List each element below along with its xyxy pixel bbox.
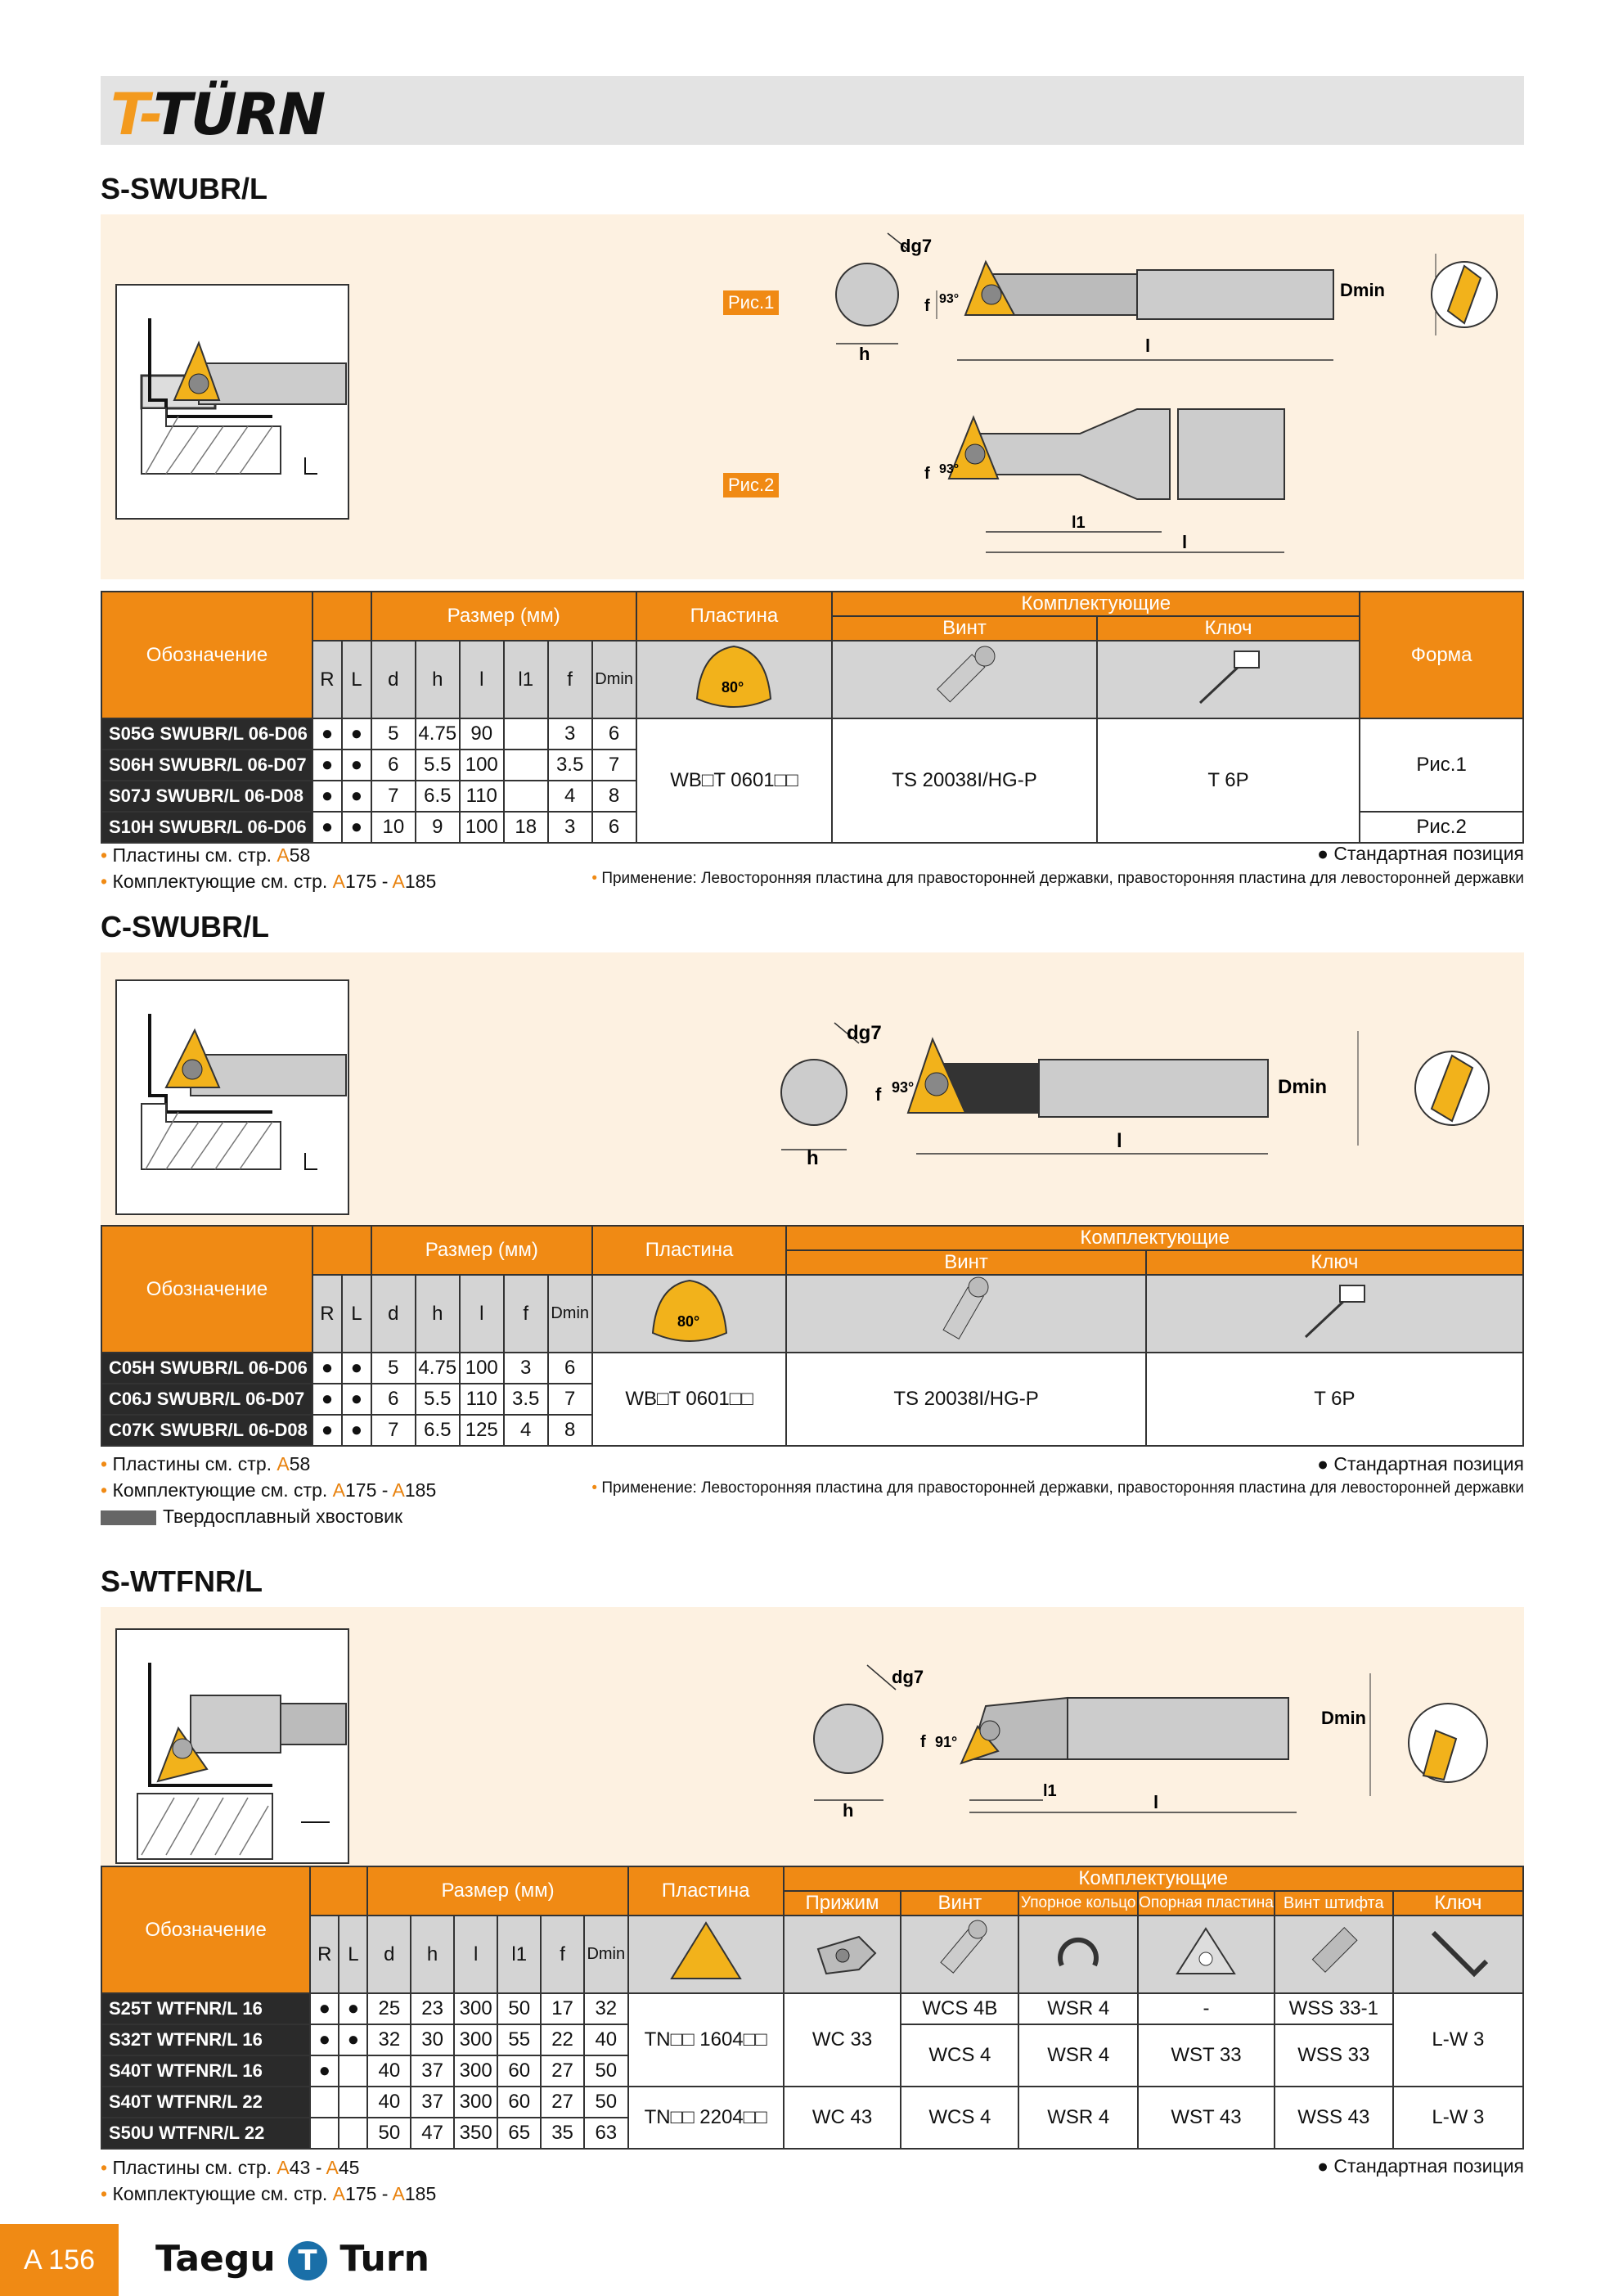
screw-code: TS 20038I/HG-P: [786, 1353, 1145, 1446]
table-row-code: S40T WTFNR/L 22: [101, 2087, 310, 2118]
svg-text:h: h: [807, 1147, 819, 1169]
table-row-code: C06J SWUBR/L 06-D07: [101, 1384, 312, 1415]
svg-text:h: h: [843, 1800, 854, 1821]
section-title-c-swubr: C-SWUBR/L: [101, 910, 269, 943]
carbide-shank-legend: Твердосплавный хвостовик: [101, 1506, 402, 1528]
svg-text:h: h: [859, 344, 870, 364]
company-logo: Taegu T Turn: [155, 2238, 429, 2280]
ring-code-b: WSR 4: [1018, 2024, 1138, 2087]
svg-text:l: l: [1117, 1130, 1122, 1152]
svg-text:93°: 93°: [892, 1079, 915, 1096]
cell: ●: [312, 1384, 342, 1415]
cell: 6: [371, 750, 416, 781]
cell: 110: [460, 781, 504, 812]
note-accessories-s3: • Комплектующие см. стр. A175 - A185: [101, 2183, 437, 2204]
shim-code-g2: WST 43: [1138, 2087, 1275, 2149]
cell: 3: [548, 718, 592, 750]
cell: 27: [541, 2055, 584, 2087]
shim-icon-cell: [1138, 1916, 1275, 1993]
key-code-g2: L-W 3: [1393, 2087, 1523, 2149]
cell: 27: [541, 2087, 584, 2118]
cell: 5: [371, 718, 416, 750]
cell: ●: [342, 718, 371, 750]
col-d: d: [367, 1916, 411, 1993]
cell: [504, 750, 548, 781]
spec-table-s1: [101, 591, 1524, 844]
application-note-s2: • Применение: Левосторонняя пластина для правосторонней державки, правосторонняя пластина для левосторонней державки: [591, 1479, 1524, 1497]
screw-code-a: WCS 4B: [901, 1993, 1018, 2024]
cell: 32: [367, 2024, 411, 2055]
cell: ●: [310, 2055, 339, 2087]
cell: 9: [416, 812, 460, 843]
cell: 8: [548, 1415, 592, 1446]
table-row-code: C05H SWUBR/L 06-D06: [101, 1353, 312, 1384]
col-R: R: [312, 1275, 342, 1353]
screw-code-b: WCS 4: [901, 2024, 1018, 2087]
col-screw: Винт: [786, 1250, 1145, 1275]
svg-text:93°: 93°: [939, 292, 960, 306]
cell: 63: [584, 2118, 628, 2149]
insert-code: WB□T 0601□□: [592, 1353, 787, 1446]
cell: 3: [504, 1353, 548, 1384]
key-code-g1: L-W 3: [1393, 1993, 1523, 2087]
col-designation: Обозначение: [101, 1866, 310, 1993]
technical-drawing-fig2: [916, 401, 1374, 565]
cell: ●: [342, 750, 371, 781]
cell: 3: [548, 812, 592, 843]
cell: 47: [411, 2118, 454, 2149]
insert-icon-cell: [628, 1916, 784, 1993]
cell: 60: [497, 2087, 541, 2118]
col-h: h: [411, 1916, 454, 1993]
svg-text:l: l: [1153, 1792, 1159, 1812]
insert-icon-cell: [592, 1275, 787, 1353]
cell: ●: [310, 1993, 339, 2024]
col-f: f: [541, 1916, 584, 1993]
col-accessories: Комплектующие: [784, 1866, 1523, 1891]
svg-text:f: f: [920, 1733, 926, 1751]
svg-text:Dmin: Dmin: [1321, 1708, 1366, 1728]
svg-text:f: f: [924, 465, 930, 483]
cell: ●: [342, 812, 371, 843]
key-icon-cell: [1146, 1275, 1523, 1353]
cell: 100: [460, 1353, 504, 1384]
ring-code-a: WSR 4: [1018, 1993, 1138, 2024]
ring-icon-cell: [1018, 1916, 1138, 1993]
col-size: Размер (мм): [367, 1866, 627, 1916]
cell: ●: [312, 1353, 342, 1384]
hex-key-icon: [1417, 1916, 1499, 1987]
cell: ●: [342, 1415, 371, 1446]
col-f: f: [548, 641, 592, 718]
cell: [504, 718, 548, 750]
cell: ●: [342, 781, 371, 812]
application-note-s1: • Применение: Левосторонняя пластина для правосторонней державки, правосторонняя пластина для левосторонней державки: [591, 870, 1524, 887]
svg-text:l1: l1: [1043, 1782, 1057, 1800]
cell: ●: [312, 750, 342, 781]
table-row-code: S40T WTFNR/L 16: [101, 2055, 310, 2087]
cell: 50: [584, 2087, 628, 2118]
col-screw: Винт: [832, 616, 1097, 641]
shim-code-b: WST 33: [1138, 2024, 1275, 2087]
pin-screw-icon: [1293, 1916, 1374, 1987]
cell: 37: [411, 2087, 454, 2118]
cell: ●: [312, 812, 342, 843]
screw-icon-cell: [832, 641, 1097, 718]
table-row-code: C07K SWUBR/L 06-D08: [101, 1415, 312, 1446]
standard-item-note-s2: ● Стандартная позиция: [1317, 1453, 1524, 1474]
cell: ●: [312, 1415, 342, 1446]
clamp-code-g2: WC 43: [784, 2087, 901, 2149]
technical-drawing-s-wtfnr: [798, 1649, 1517, 1829]
cell: [339, 2087, 367, 2118]
insert-80-icon: [645, 1276, 735, 1346]
cell: 4: [504, 1415, 548, 1446]
col-L: L: [339, 1916, 367, 1993]
cell: 7: [371, 781, 416, 812]
cell: 32: [584, 1993, 628, 2024]
svg-text:Dmin: Dmin: [1340, 280, 1385, 300]
cell: 6: [592, 812, 636, 843]
key-icon: [1184, 642, 1274, 712]
col-key: Ключ: [1097, 616, 1360, 641]
cell: 300: [454, 2024, 497, 2055]
note-inserts-s1: • Пластины см. стр. A58: [101, 844, 311, 866]
cell: 65: [497, 2118, 541, 2149]
col-accessories: Комплектующие: [786, 1226, 1523, 1250]
spec-table-s2: [101, 1225, 1524, 1447]
cell: 30: [411, 2024, 454, 2055]
cell: 5.5: [416, 750, 460, 781]
svg-text:dg7: dg7: [847, 1022, 882, 1044]
col-dmin: Dmin: [548, 1275, 592, 1353]
figure-label-1: Рис.1: [723, 290, 779, 315]
cell: 8: [592, 781, 636, 812]
screw-icon-cell: [901, 1916, 1018, 1993]
section-title-s-swubr: S-SWUBR/L: [101, 172, 268, 205]
cell: 6: [592, 718, 636, 750]
screw-icon: [919, 642, 1009, 712]
cell: 6: [371, 1384, 416, 1415]
col-insert: Пластина: [636, 592, 833, 641]
col-l: l: [454, 1916, 497, 1993]
section-title-s-wtfnr: S-WTFNR/L: [101, 1564, 263, 1598]
cell: 300: [454, 2055, 497, 2087]
cell: 60: [497, 2055, 541, 2087]
col-accessories: Комплектующие: [832, 592, 1360, 616]
cell: [310, 2118, 339, 2149]
col-clamp: Прижим: [784, 1891, 901, 1916]
table-row-code: S06H SWUBR/L 06-D07: [101, 750, 312, 781]
svg-text:93°: 93°: [939, 462, 960, 476]
cell: 4.75: [416, 1353, 460, 1384]
cell: ●: [339, 2024, 367, 2055]
col-d: d: [371, 1275, 416, 1353]
svg-text:l: l: [1182, 532, 1188, 552]
shim-icon: [1165, 1916, 1247, 1987]
cell: 17: [541, 1993, 584, 2024]
col-size: Размер (мм): [371, 592, 636, 641]
technical-drawing-c-swubr: [769, 1006, 1522, 1170]
col-designation: Обозначение: [101, 1226, 312, 1353]
table-row-code: S05G SWUBR/L 06-D06: [101, 718, 312, 750]
col-insert: Пластина: [628, 1866, 784, 1916]
cell: 40: [367, 2055, 411, 2087]
svg-text:f: f: [924, 297, 930, 315]
col-size: Размер (мм): [371, 1226, 592, 1275]
pin-code-b: WSS 33: [1275, 2024, 1393, 2087]
standard-item-note-s1: ● Стандартная позиция: [1317, 843, 1524, 864]
col-pin: Винт штифта: [1275, 1891, 1393, 1916]
page-number: A 156: [0, 2224, 119, 2296]
table-row-code: S25T WTFNR/L 16: [101, 1993, 310, 2024]
col-key: Ключ: [1146, 1250, 1523, 1275]
triangle-insert-icon: [665, 1916, 747, 1987]
pin-icon-cell: [1275, 1916, 1393, 1993]
cell: 40: [367, 2087, 411, 2118]
cell: 6.5: [416, 1415, 460, 1446]
cell: ●: [342, 1353, 371, 1384]
cell: 40: [584, 2024, 628, 2055]
col-designation: Обозначение: [101, 592, 312, 718]
key-icon-cell: [1097, 641, 1360, 718]
key-icon-cell: [1393, 1916, 1523, 1993]
boring-illustration-s1: [115, 284, 349, 520]
key-icon: [1289, 1276, 1379, 1346]
col-dmin: Dmin: [584, 1916, 628, 1993]
insert-80-icon: [689, 642, 779, 712]
figure-label-2: Рис.2: [723, 473, 779, 497]
cell: 23: [411, 1993, 454, 2024]
screw-code-g2: WCS 4: [901, 2087, 1018, 2149]
cell: 7: [548, 1384, 592, 1415]
insert-code-g1: TN□□ 1604□□: [628, 1993, 784, 2087]
cell: 50: [367, 2118, 411, 2149]
table-row-code: S10H SWUBR/L 06-D06: [101, 812, 312, 843]
cell: 3.5: [548, 750, 592, 781]
cell: ●: [312, 781, 342, 812]
cell: 55: [497, 2024, 541, 2055]
note-inserts-s2: • Пластины см. стр. A58: [101, 1453, 311, 1474]
cell: 5: [371, 1353, 416, 1384]
col-f: f: [504, 1275, 548, 1353]
pin-code-a: WSS 33-1: [1275, 1993, 1393, 2024]
cell: 300: [454, 1993, 497, 2024]
col-d: d: [371, 641, 416, 718]
cell: 35: [541, 2118, 584, 2149]
cell: 6: [548, 1353, 592, 1384]
standard-item-note-s3: ● Стандартная позиция: [1317, 2155, 1524, 2177]
logo-t-icon: T: [288, 2241, 327, 2280]
cell: 90: [460, 718, 504, 750]
col-R: R: [310, 1916, 339, 1993]
note-accessories-s2: • Комплектующие см. стр. A175 - A185: [101, 1479, 437, 1501]
form-fig1: Рис.1: [1360, 718, 1523, 812]
screw-icon-cell: [786, 1275, 1145, 1353]
note-inserts-s3: • Пластины см. стр. A43 - A45: [101, 2157, 360, 2178]
cell: 100: [460, 750, 504, 781]
cell: 100: [460, 812, 504, 843]
col-key: Ключ: [1393, 1891, 1523, 1916]
form-fig2: Рис.2: [1360, 812, 1523, 843]
table-row-code: S50U WTFNR/L 22: [101, 2118, 310, 2149]
spec-table-s3: [101, 1866, 1524, 2150]
col-shim: Опорная пластина: [1138, 1891, 1275, 1916]
cell: 50: [497, 1993, 541, 2024]
cell: 25: [367, 1993, 411, 2024]
cell: 7: [371, 1415, 416, 1446]
col-screw: Винт: [901, 1891, 1018, 1916]
technical-drawing-fig1: [818, 229, 1513, 376]
col-h: h: [416, 1275, 460, 1353]
cell: [339, 2055, 367, 2087]
cell: ●: [310, 2024, 339, 2055]
shim-code-a: -: [1138, 1993, 1275, 2024]
col-insert: Пластина: [592, 1226, 787, 1275]
ring-code-g2: WSR 4: [1018, 2087, 1138, 2149]
boring-illustration-s3: [115, 1628, 349, 1864]
col-l1: l1: [497, 1916, 541, 1993]
cell: 6.5: [416, 781, 460, 812]
screw-icon: [921, 1276, 1011, 1346]
cell: 10: [371, 812, 416, 843]
svg-text:dg7: dg7: [900, 236, 933, 256]
svg-text:dg7: dg7: [892, 1667, 924, 1687]
svg-text:f: f: [875, 1084, 882, 1105]
clamp-icon: [802, 1916, 883, 1987]
cell: 50: [584, 2055, 628, 2087]
key-code: T 6P: [1097, 718, 1360, 843]
cell: [310, 2087, 339, 2118]
cell: 18: [504, 812, 548, 843]
brand-logo: T-TÜRN: [110, 81, 325, 148]
clamp-code-g1: WC 33: [784, 1993, 901, 2087]
table-row-code: S32T WTFNR/L 16: [101, 2024, 310, 2055]
col-h: h: [416, 641, 460, 718]
cell: ●: [339, 1993, 367, 2024]
screw-icon: [919, 1916, 1000, 1987]
insert-icon-cell: [636, 641, 833, 718]
insert-code-g2: TN□□ 2204□□: [628, 2087, 784, 2149]
cell: 37: [411, 2055, 454, 2087]
insert-code: WB□T 0601□□: [636, 718, 833, 843]
cell: [339, 2118, 367, 2149]
col-ring: Упорное кольцо: [1018, 1891, 1138, 1916]
cell: 110: [460, 1384, 504, 1415]
cell: 350: [454, 2118, 497, 2149]
col-l: l: [460, 641, 504, 718]
cell: 300: [454, 2087, 497, 2118]
col-l: l: [460, 1275, 504, 1353]
cell: 22: [541, 2024, 584, 2055]
cell: ●: [312, 718, 342, 750]
cell: 3.5: [504, 1384, 548, 1415]
svg-text:l1: l1: [1072, 514, 1086, 532]
note-accessories-s1: • Комплектующие см. стр. A175 - A185: [101, 871, 437, 892]
cell: 125: [460, 1415, 504, 1446]
col-form: Форма: [1360, 592, 1523, 718]
col-L: L: [342, 1275, 371, 1353]
cell: 5.5: [416, 1384, 460, 1415]
col-R: R: [312, 641, 342, 718]
retaining-ring-icon: [1037, 1916, 1119, 1987]
col-L: L: [342, 641, 371, 718]
svg-text:l: l: [1145, 335, 1151, 356]
cell: 4: [548, 781, 592, 812]
cell: 4.75: [416, 718, 460, 750]
boring-illustration-s2: [115, 979, 349, 1215]
svg-text:80°: 80°: [722, 679, 744, 696]
svg-text:91°: 91°: [935, 1734, 958, 1750]
svg-text:Dmin: Dmin: [1278, 1076, 1327, 1098]
clamp-icon-cell: [784, 1916, 901, 1993]
pin-code-g2: WSS 43: [1275, 2087, 1393, 2149]
cell: ●: [342, 1384, 371, 1415]
screw-code: TS 20038I/HG-P: [832, 718, 1097, 843]
col-dmin: Dmin: [592, 641, 636, 718]
svg-text:80°: 80°: [677, 1313, 699, 1330]
table-row-code: S07J SWUBR/L 06-D08: [101, 781, 312, 812]
key-code: T 6P: [1146, 1353, 1523, 1446]
cell: [504, 781, 548, 812]
cell: 7: [592, 750, 636, 781]
col-l1: l1: [504, 641, 548, 718]
